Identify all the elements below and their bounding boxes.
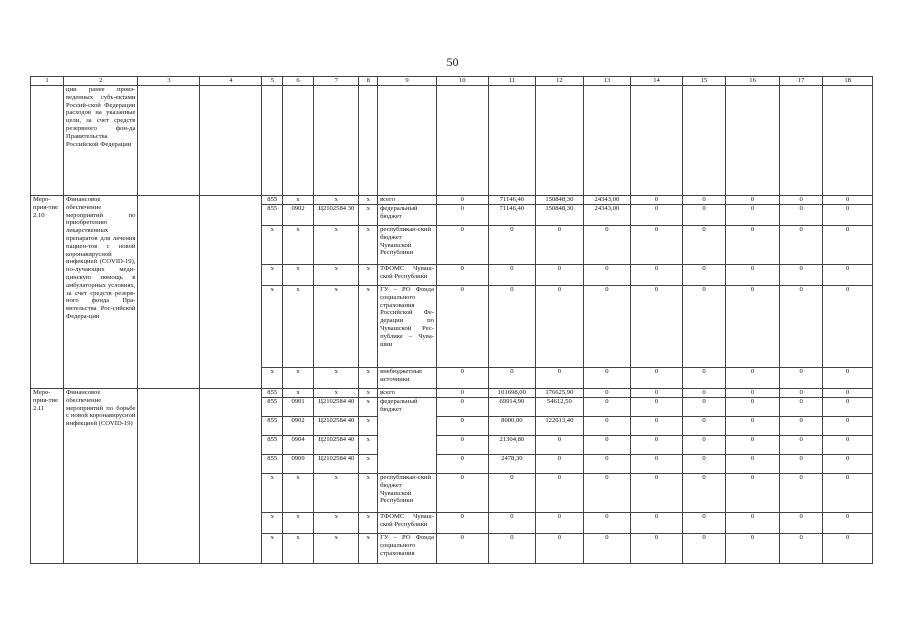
value-cell: 0 <box>779 398 822 417</box>
value-cell: 0 <box>436 436 488 455</box>
expense-group-cell: x <box>359 513 378 534</box>
funding-source-cell: федеральный бюджет <box>378 398 437 474</box>
value-cell: 0 <box>682 513 725 534</box>
section-cell: x <box>283 226 314 265</box>
section-cell: 0904 <box>283 436 314 455</box>
table-cell <box>536 86 584 196</box>
value-cell: 0 <box>631 398 683 417</box>
value-cell: 0 <box>726 436 780 455</box>
value-cell: 0 <box>583 398 631 417</box>
value-cell: 0 <box>536 455 584 474</box>
activity-name-cell: Финансовое обеспечение мероприятий по приобретению лекарственных препаратов для лечения пациен-тов с новой коронавирусной инфекцией (COVID-19), по-лучающих меди-цинскую помощь в амбулаторных условиях, за счет средств резерв-ного фонда Пра-вительства Рос-сийской Федера-ции <box>64 196 138 389</box>
funding-source-cell: республикан-ский бюджет Чувашской Республики <box>378 474 437 513</box>
value-cell: 0 <box>823 513 873 534</box>
value-cell: 0 <box>436 417 488 436</box>
value-cell: 0 <box>823 286 873 368</box>
table-cell <box>314 86 359 196</box>
value-cell: 71146,40 <box>488 196 536 205</box>
section-cell: x <box>283 513 314 534</box>
value-cell: 0 <box>823 205 873 226</box>
target-article-cell: Ц2102584 40 <box>314 436 359 455</box>
target-article-cell: x <box>314 196 359 205</box>
value-cell: 0 <box>436 455 488 474</box>
column-header: 2 <box>64 77 138 86</box>
value-cell: 2478,30 <box>488 455 536 474</box>
value-cell: 0 <box>682 455 725 474</box>
table-cell <box>823 86 873 196</box>
value-cell: 0 <box>682 196 725 205</box>
value-cell: 0 <box>583 417 631 436</box>
table-cell <box>200 86 262 196</box>
funding-source-cell: федеральный бюджет <box>378 205 437 226</box>
value-cell: 0 <box>779 534 822 564</box>
value-cell: 0 <box>536 513 584 534</box>
column-header: 5 <box>262 77 283 86</box>
column-header: 11 <box>488 77 536 86</box>
value-cell: 150848,30 <box>536 205 584 226</box>
value-cell: 69914,90 <box>488 398 536 417</box>
value-cell: 0 <box>631 286 683 368</box>
value-cell: 0 <box>583 286 631 368</box>
table-row <box>31 389 873 398</box>
value-cell: 122013,40 <box>536 417 584 436</box>
activity-code-cell: Меро-прия-тие 2.10 <box>31 196 64 389</box>
table-cell <box>138 389 200 564</box>
column-header: 8 <box>359 77 378 86</box>
column-header: 9 <box>378 77 437 86</box>
value-cell: 24343,00 <box>583 205 631 226</box>
grbs-cell: x <box>262 474 283 513</box>
value-cell: 0 <box>488 265 536 286</box>
value-cell: 0 <box>631 436 683 455</box>
section-cell: x <box>283 196 314 205</box>
value-cell: 0 <box>583 226 631 265</box>
target-article-cell: x <box>314 368 359 389</box>
grbs-cell: x <box>262 226 283 265</box>
value-cell: 0 <box>488 226 536 265</box>
target-article-cell: x <box>314 226 359 265</box>
value-cell: 0 <box>823 474 873 513</box>
column-header: 17 <box>779 77 822 86</box>
value-cell: 150848,30 <box>536 196 584 205</box>
expense-group-cell: x <box>359 368 378 389</box>
value-cell: 0 <box>823 265 873 286</box>
value-cell: 0 <box>583 474 631 513</box>
value-cell: 0 <box>779 417 822 436</box>
value-cell: 0 <box>726 196 780 205</box>
value-cell: 0 <box>779 226 822 265</box>
value-cell: 0 <box>631 389 683 398</box>
table-cell <box>631 86 683 196</box>
value-cell: 0 <box>779 196 822 205</box>
value-cell: 0 <box>823 226 873 265</box>
target-article-cell: x <box>314 389 359 398</box>
table-cell <box>262 86 283 196</box>
value-cell: 0 <box>436 474 488 513</box>
expense-group-cell: x <box>359 417 378 436</box>
expense-group-cell: x <box>359 265 378 286</box>
budget-table <box>30 76 873 564</box>
value-cell: 0 <box>682 398 725 417</box>
section-cell: x <box>283 474 314 513</box>
value-cell: 0 <box>436 398 488 417</box>
value-cell: 0 <box>631 474 683 513</box>
value-cell: 0 <box>436 534 488 564</box>
section-cell: x <box>283 534 314 564</box>
value-cell: 0 <box>536 368 584 389</box>
table-cell <box>138 86 200 196</box>
funding-source-cell: всего <box>378 196 437 205</box>
expense-group-cell: x <box>359 286 378 368</box>
target-article-cell: Ц2102584 40 <box>314 398 359 417</box>
section-cell: 0902 <box>283 417 314 436</box>
value-cell: 0 <box>631 205 683 226</box>
grbs-cell: 855 <box>262 205 283 226</box>
value-cell: 0 <box>726 398 780 417</box>
value-cell: 0 <box>583 513 631 534</box>
value-cell: 0 <box>488 368 536 389</box>
value-cell: 0 <box>726 368 780 389</box>
value-cell: 0 <box>682 474 725 513</box>
section-cell: x <box>283 389 314 398</box>
value-cell: 0 <box>726 205 780 226</box>
table-cell <box>726 86 780 196</box>
table-cell <box>488 86 536 196</box>
value-cell: 21304,80 <box>488 436 536 455</box>
value-cell: 0 <box>488 474 536 513</box>
value-cell: 0 <box>726 226 780 265</box>
value-cell: 101698,00 <box>488 389 536 398</box>
grbs-cell: x <box>262 265 283 286</box>
target-article-cell: x <box>314 474 359 513</box>
value-cell: 0 <box>726 474 780 513</box>
value-cell: 0 <box>436 368 488 389</box>
activity-code-cell: Меро-прия-тие 2.11 <box>31 389 64 564</box>
value-cell: 0 <box>583 436 631 455</box>
table-cell <box>682 86 725 196</box>
value-cell: 0 <box>536 226 584 265</box>
value-cell: 0 <box>779 513 822 534</box>
value-cell: 0 <box>536 474 584 513</box>
table-row <box>31 86 873 196</box>
column-header: 16 <box>726 77 780 86</box>
column-header-row <box>31 77 873 86</box>
value-cell: 0 <box>436 513 488 534</box>
expense-group-cell: x <box>359 205 378 226</box>
section-cell: x <box>283 286 314 368</box>
funding-source-cell: всего <box>378 389 437 398</box>
expense-group-cell: x <box>359 196 378 205</box>
column-header: 15 <box>682 77 725 86</box>
funding-source-cell: республикан-ский бюджет Чувашской Республики <box>378 226 437 265</box>
value-cell: 0 <box>779 368 822 389</box>
value-cell: 0 <box>583 368 631 389</box>
table-cell <box>31 86 64 196</box>
table-cell <box>436 86 488 196</box>
page-number: 50 <box>446 55 459 69</box>
grbs-cell: x <box>262 513 283 534</box>
value-cell: 0 <box>682 534 725 564</box>
value-cell: 0 <box>779 436 822 455</box>
table-cell <box>779 86 822 196</box>
value-cell: 0 <box>631 513 683 534</box>
value-cell: 0 <box>779 389 822 398</box>
expense-group-cell: x <box>359 436 378 455</box>
grbs-cell: 855 <box>262 389 283 398</box>
value-cell: 0 <box>682 265 725 286</box>
value-cell: 0 <box>726 389 780 398</box>
column-header: 6 <box>283 77 314 86</box>
value-cell: 0 <box>726 265 780 286</box>
activity-name-cell: ции ранее произ-веденных субъ-ектами Россий-ской Федерации расходов на указанные цели, за счет средств резервного фон-да Правительства Российской Федерации <box>64 86 138 196</box>
target-article-cell: Ц2102584 30 <box>314 205 359 226</box>
section-cell: 0901 <box>283 398 314 417</box>
value-cell: 0 <box>631 196 683 205</box>
value-cell: 0 <box>631 226 683 265</box>
target-article-cell: x <box>314 265 359 286</box>
value-cell: 0 <box>631 265 683 286</box>
grbs-cell: 855 <box>262 398 283 417</box>
value-cell: 0 <box>436 265 488 286</box>
column-header: 12 <box>536 77 584 86</box>
value-cell: 0 <box>823 455 873 474</box>
value-cell: 0 <box>726 417 780 436</box>
value-cell: 0 <box>682 389 725 398</box>
value-cell: 0 <box>682 417 725 436</box>
expense-group-cell: x <box>359 534 378 564</box>
value-cell: 8000,00 <box>488 417 536 436</box>
value-cell: 0 <box>682 368 725 389</box>
value-cell: 0 <box>583 389 631 398</box>
value-cell: 0 <box>488 513 536 534</box>
section-cell: x <box>283 368 314 389</box>
expense-group-cell: x <box>359 226 378 265</box>
value-cell: 0 <box>823 534 873 564</box>
value-cell: 0 <box>436 226 488 265</box>
grbs-cell: x <box>262 368 283 389</box>
column-header: 3 <box>138 77 200 86</box>
funding-source-cell: ТФОМС Чуваш-ской Республики <box>378 513 437 534</box>
funding-source-cell: ГУ – РО Фонда социального страхования <box>378 534 437 564</box>
value-cell: 176625,90 <box>536 389 584 398</box>
grbs-cell: 855 <box>262 196 283 205</box>
column-header: 14 <box>631 77 683 86</box>
table-row <box>31 196 873 205</box>
expense-group-cell: x <box>359 398 378 417</box>
value-cell: 0 <box>436 205 488 226</box>
value-cell: 0 <box>823 398 873 417</box>
value-cell: 0 <box>779 474 822 513</box>
value-cell: 0 <box>726 286 780 368</box>
target-article-cell: Ц2102584 40 <box>314 455 359 474</box>
column-header: 7 <box>314 77 359 86</box>
value-cell: 0 <box>682 226 725 265</box>
column-header: 1 <box>31 77 64 86</box>
activity-name-cell: Финансовое обеспечение мероприятий по борьбе с новой коронавирусной инфекцией (COVID-19) <box>64 389 138 564</box>
target-article-cell: x <box>314 534 359 564</box>
value-cell: 0 <box>823 196 873 205</box>
funding-source-cell: внебюджетные источники <box>378 368 437 389</box>
table-cell <box>200 196 262 389</box>
value-cell: 0 <box>726 455 780 474</box>
section-cell: 0902 <box>283 205 314 226</box>
table-cell <box>583 86 631 196</box>
table-cell <box>283 86 314 196</box>
value-cell: 0 <box>779 286 822 368</box>
expense-group-cell: x <box>359 474 378 513</box>
table-cell <box>200 389 262 564</box>
funding-source-cell: ГУ – РО Фонда социального страхования Российской Фе-дерации по Чувашской Рес-публике – Чува-шии <box>378 286 437 368</box>
value-cell: 0 <box>536 534 584 564</box>
value-cell: 0 <box>488 534 536 564</box>
grbs-cell: 855 <box>262 455 283 474</box>
value-cell: 0 <box>583 455 631 474</box>
value-cell: 0 <box>488 286 536 368</box>
value-cell: 0 <box>631 455 683 474</box>
expense-group-cell: x <box>359 455 378 474</box>
value-cell: 0 <box>631 368 683 389</box>
target-article-cell: x <box>314 513 359 534</box>
value-cell: 0 <box>536 286 584 368</box>
value-cell: 0 <box>631 417 683 436</box>
value-cell: 0 <box>536 436 584 455</box>
value-cell: 0 <box>682 205 725 226</box>
funding-source-cell: ТФОМС Чуваш-ской Республики <box>378 265 437 286</box>
value-cell: 0 <box>726 513 780 534</box>
section-cell: x <box>283 265 314 286</box>
value-cell: 0 <box>823 436 873 455</box>
expense-group-cell: x <box>359 389 378 398</box>
value-cell: 24343,00 <box>583 196 631 205</box>
grbs-cell: 855 <box>262 417 283 436</box>
table-cell <box>138 196 200 389</box>
grbs-cell: x <box>262 534 283 564</box>
column-header: 4 <box>200 77 262 86</box>
target-article-cell: x <box>314 286 359 368</box>
grbs-cell: 855 <box>262 436 283 455</box>
value-cell: 0 <box>436 389 488 398</box>
grbs-cell: x <box>262 286 283 368</box>
value-cell: 0 <box>682 436 725 455</box>
value-cell: 0 <box>631 534 683 564</box>
column-header: 13 <box>583 77 631 86</box>
value-cell: 0 <box>436 286 488 368</box>
value-cell: 0 <box>779 205 822 226</box>
value-cell: 0 <box>779 265 822 286</box>
table-cell <box>378 86 437 196</box>
value-cell: 0 <box>583 534 631 564</box>
value-cell: 0 <box>682 286 725 368</box>
value-cell: 0 <box>436 196 488 205</box>
value-cell: 71146,40 <box>488 205 536 226</box>
value-cell: 0 <box>823 368 873 389</box>
value-cell: 0 <box>779 455 822 474</box>
value-cell: 0 <box>726 534 780 564</box>
section-cell: 0909 <box>283 455 314 474</box>
value-cell: 54612,50 <box>536 398 584 417</box>
value-cell: 0 <box>823 417 873 436</box>
column-header: 10 <box>436 77 488 86</box>
value-cell: 0 <box>583 265 631 286</box>
table-cell <box>359 86 378 196</box>
target-article-cell: Ц2102584 40 <box>314 417 359 436</box>
column-header: 18 <box>823 77 873 86</box>
value-cell: 0 <box>536 265 584 286</box>
value-cell: 0 <box>823 389 873 398</box>
